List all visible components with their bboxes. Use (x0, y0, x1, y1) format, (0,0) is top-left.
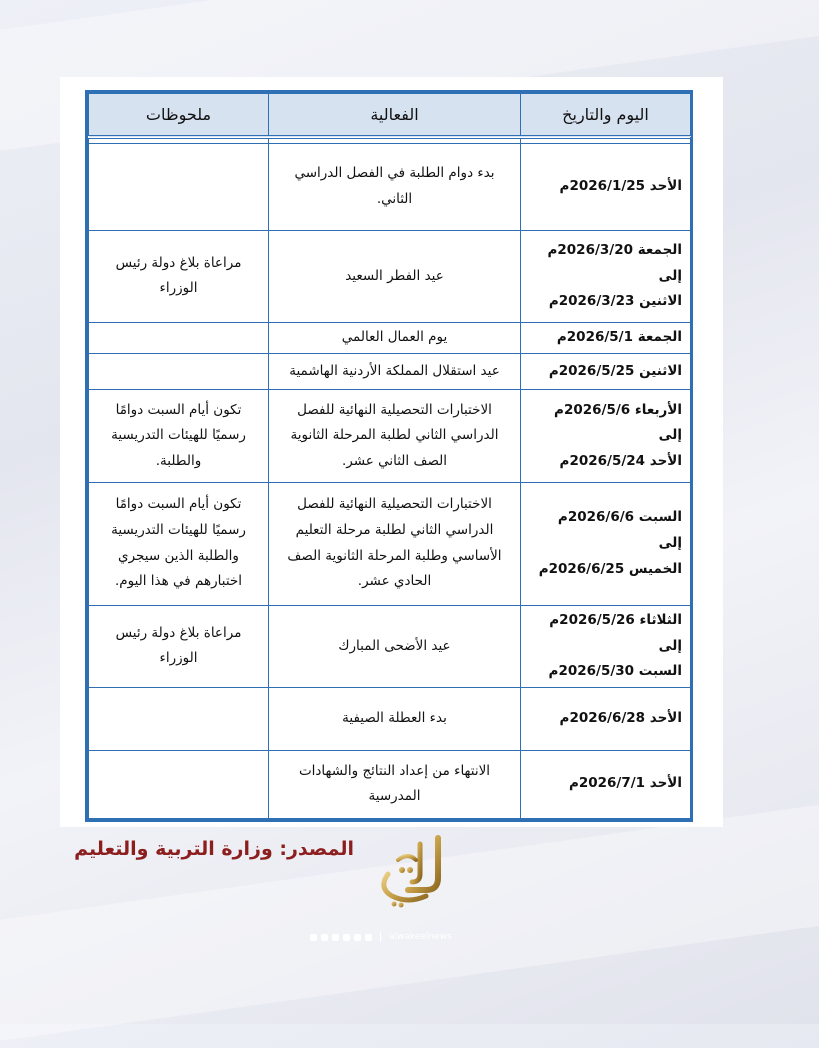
source-caption: المصدر: وزارة التربية والتعليم (74, 838, 354, 860)
x-icon[interactable] (332, 934, 339, 941)
event-cell: بدء العطلة الصيفية (269, 688, 521, 750)
header-notes: ملحوظات (89, 94, 269, 138)
notes-cell (89, 688, 269, 750)
date-line: إلى (658, 427, 682, 444)
event-cell: الانتهاء من إعداد النتائج والشهادات المدرسية (269, 750, 521, 819)
calendar-table (88, 93, 691, 819)
table-row (89, 482, 691, 605)
date-line: الأحد 2026/5/24م (559, 452, 682, 469)
date-cell (521, 390, 691, 483)
table-row (89, 750, 691, 819)
date-line: الجمعة 2026/5/1م (556, 329, 682, 346)
notes-cell (89, 354, 269, 390)
date-cell (521, 750, 691, 819)
notes-cell (89, 323, 269, 354)
date-line: إلى (658, 267, 682, 284)
header-date: اليوم والتاريخ (521, 94, 691, 138)
notes-cell (89, 144, 269, 231)
table-row (89, 323, 691, 354)
date-cell (521, 354, 691, 390)
date-line: الثلاثاء 2026/5/26م إلى (549, 611, 682, 654)
date-line: الأحد 2026/1/25م (559, 177, 682, 194)
date-cell (521, 482, 691, 605)
notes-cell (89, 750, 269, 819)
notes-cell: مراعاة بلاغ دولة رئيس الوزراء (89, 605, 269, 687)
instagram-icon[interactable] (343, 934, 350, 941)
facebook-icon[interactable] (321, 934, 328, 941)
date-line: الجمعة 2026/3/20م (547, 241, 682, 258)
event-cell: عيد الأضحى المبارك (269, 605, 521, 687)
telegram-icon[interactable] (354, 934, 361, 941)
date-cell (521, 230, 691, 323)
date-line: إلى (658, 534, 682, 551)
table-row (89, 390, 691, 483)
alwakeel-logo (368, 830, 460, 910)
date-line: الأربعاء 2026/5/6م (554, 401, 682, 418)
table-row (89, 605, 691, 687)
notes-cell: تكون أيام السبت دوامًا رسميًا للهيئات التدريسية والطلبة الذين سيجري اختبارهم في هذا اليوم. (89, 482, 269, 605)
table-row (89, 688, 691, 750)
notes-cell: تكون أيام السبت دوامًا رسميًا للهيئات التدريسية والطلبة. (89, 390, 269, 483)
table-header-row (89, 94, 691, 138)
date-line: السبت 2026/5/30م (548, 663, 682, 680)
youtube-icon[interactable] (310, 934, 317, 941)
date-line: الخميس 2026/6/25م (538, 560, 682, 577)
notes-cell: مراعاة بلاغ دولة رئيس الوزراء (89, 230, 269, 323)
event-cell: الاختبارات التحصيلية النهائية للفصل الدراسي الثاني لطلبة مرحلة التعليم الأساسي وطلبة المرحلة الثانوية الصف الحادي عشر. (269, 482, 521, 605)
tiktok-icon[interactable] (365, 934, 372, 941)
social-bar (310, 930, 510, 944)
date-line: الأحد 2026/7/1م (568, 775, 682, 792)
date-cell (521, 605, 691, 687)
event-cell: بدء دوام الطلبة في الفصل الدراسي الثاني. (269, 144, 521, 231)
event-cell: عيد استقلال المملكة الأردنية الهاشمية (269, 354, 521, 390)
date-line: السبت 2026/6/6م (557, 509, 682, 526)
date-line: الاثنين 2026/5/25م (548, 362, 682, 379)
table-row (89, 230, 691, 323)
table-row (89, 144, 691, 231)
date-cell (521, 323, 691, 354)
date-line: الاثنين 2026/3/23م (548, 293, 682, 310)
table-row (89, 354, 691, 390)
social-handle[interactable]: alwakeelnews (389, 932, 452, 942)
event-cell: الاختبارات التحصيلية النهائية للفصل الدراسي الثاني لطلبة المرحلة الثانوية الصف الثاني عشر. (269, 390, 521, 483)
event-cell: يوم العمال العالمي (269, 323, 521, 354)
event-cell: عيد الفطر السعيد (269, 230, 521, 323)
header-event: الفعالية (269, 94, 521, 138)
divider (380, 932, 381, 942)
date-cell (521, 144, 691, 231)
date-line: الأحد 2026/6/28م (559, 709, 682, 726)
date-cell (521, 688, 691, 750)
